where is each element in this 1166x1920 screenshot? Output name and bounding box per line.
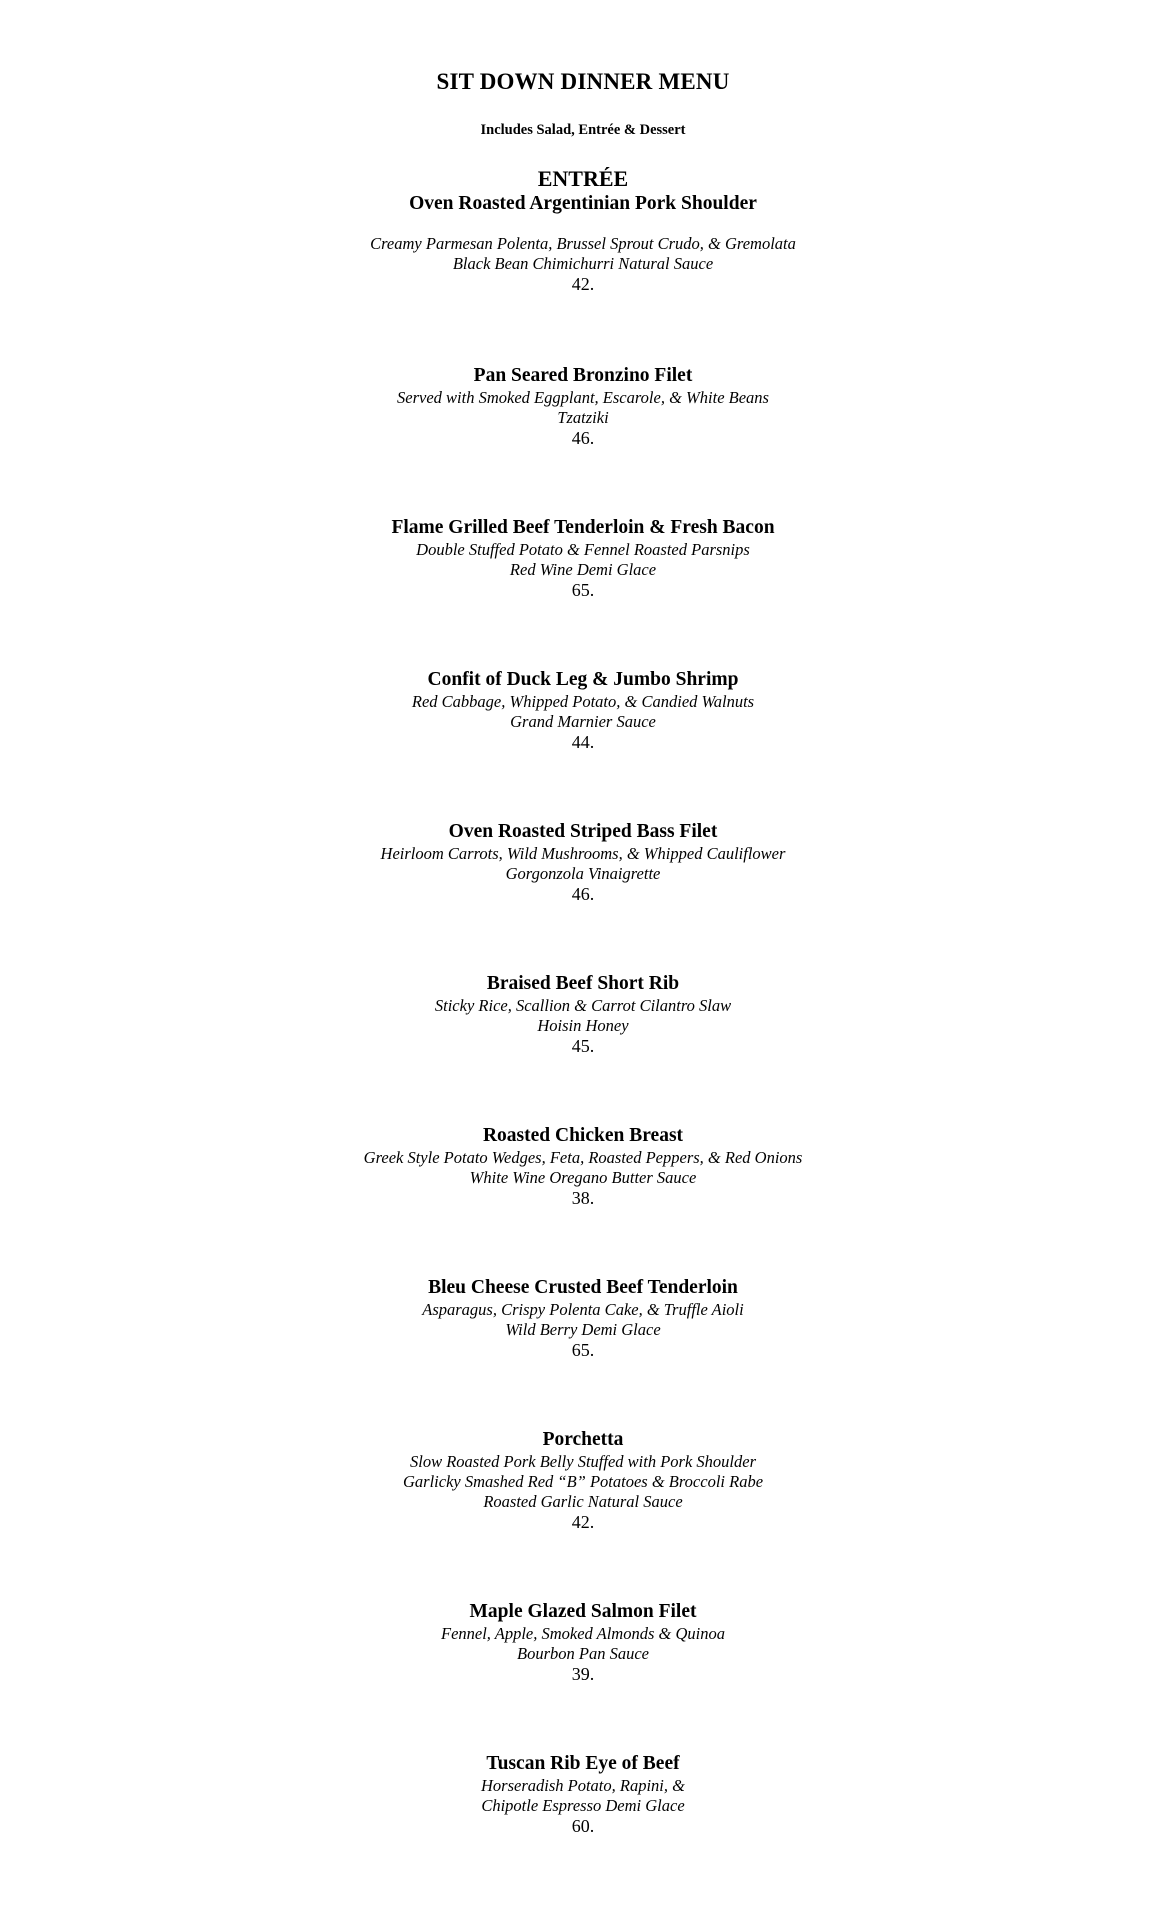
menu-item (0, 1276, 1166, 1361)
menu-item (0, 972, 1166, 1057)
dish-description: Creamy Parmesan Polenta, Brussel Sprout Crudo, & Gremolata (370, 234, 796, 253)
dish-name: Oven Roasted Striped Bass Filet (448, 821, 718, 842)
dish-description: Hoisin Honey (537, 1016, 629, 1035)
dish-name: Bleu Cheese Crusted Beef Tenderloin (428, 1277, 738, 1298)
menu-subtitle: Includes Salad, Entrée & Dessert (480, 122, 686, 138)
dish-name: Oven Roasted Argentinian Pork Shoulder (409, 193, 757, 214)
dish-name: Porchetta (542, 1429, 624, 1450)
dish-description: Bourbon Pan Sauce (517, 1644, 649, 1663)
dish-description: Sticky Rice, Scallion & Carrot Cilantro Slaw (434, 996, 732, 1015)
dish-description: Garlicky Smashed Red “B” Potatoes & Broccoli Rabe (402, 1472, 764, 1491)
dish-description: Asparagus, Crispy Polenta Cake, & Truffle Aioli (422, 1300, 744, 1319)
dish-price: 39. (571, 1664, 595, 1684)
dish-name: Maple Glazed Salmon Filet (469, 1601, 697, 1622)
dish-price: 60. (571, 1816, 595, 1836)
menu-item (0, 820, 1166, 905)
dish-description: Red Cabbage, Whipped Potato, & Candied Walnuts (411, 692, 755, 711)
dish-price: 45. (571, 1036, 595, 1056)
section-heading-entree: ENTRÉE (537, 166, 629, 191)
dish-description: Fennel, Apple, Smoked Almonds & Quinoa (441, 1624, 725, 1643)
dish-description: Gorgonzola Vinaigrette (505, 864, 661, 883)
dish-description: Tzatziki (557, 408, 609, 427)
menu-item (0, 192, 1166, 295)
menu-item (0, 364, 1166, 449)
dish-description: Heirloom Carrots, Wild Mushrooms, & Whipped Cauliflower (380, 844, 786, 863)
dish-description: Black Bean Chimichurri Natural Sauce (452, 254, 714, 273)
dish-price: 42. (571, 274, 595, 294)
dish-price: 42. (571, 1512, 595, 1532)
dish-price: 65. (571, 580, 595, 600)
dish-description: Double Stuffed Potato & Fennel Roasted Parsnips (416, 540, 750, 559)
dish-name: Braised Beef Short Rib (486, 973, 680, 994)
menu-title: SIT DOWN DINNER MENU (436, 69, 730, 94)
menu-item (0, 1124, 1166, 1209)
dish-description: Grand Marnier Sauce (510, 712, 656, 731)
dish-description: Served with Smoked Eggplant, Escarole, & White Beans (397, 388, 769, 407)
dish-description: Greek Style Potato Wedges, Feta, Roasted Peppers, & Red Onions (363, 1148, 803, 1167)
dish-price: 38. (571, 1188, 595, 1208)
dish-price: 65. (571, 1340, 595, 1360)
dish-description: Red Wine Demi Glace (509, 560, 657, 579)
menu-item (0, 1600, 1166, 1685)
dish-price: 46. (571, 428, 595, 448)
menu-item (0, 1752, 1166, 1837)
dish-price: 44. (571, 732, 595, 752)
dish-description: Chipotle Espresso Demi Glace (481, 1796, 685, 1815)
menu-item (0, 516, 1166, 601)
dish-description: Wild Berry Demi Glace (505, 1320, 661, 1339)
dish-name: Roasted Chicken Breast (482, 1125, 684, 1146)
dish-name: Confit of Duck Leg & Jumbo Shrimp (427, 669, 739, 690)
dish-description: Roasted Garlic Natural Sauce (483, 1492, 683, 1511)
dish-description: Slow Roasted Pork Belly Stuffed with Pork Shoulder (410, 1452, 756, 1471)
dish-description: White Wine Oregano Butter Sauce (469, 1168, 697, 1187)
menu-item (0, 1428, 1166, 1533)
dish-name: Pan Seared Bronzino Filet (473, 365, 693, 386)
dish-name: Flame Grilled Beef Tenderloin & Fresh Bacon (391, 517, 775, 538)
menu-item (0, 668, 1166, 753)
dish-name: Tuscan Rib Eye of Beef (486, 1753, 680, 1774)
dish-description: Horseradish Potato, Rapini, & (481, 1776, 685, 1795)
dish-price: 46. (571, 884, 595, 904)
